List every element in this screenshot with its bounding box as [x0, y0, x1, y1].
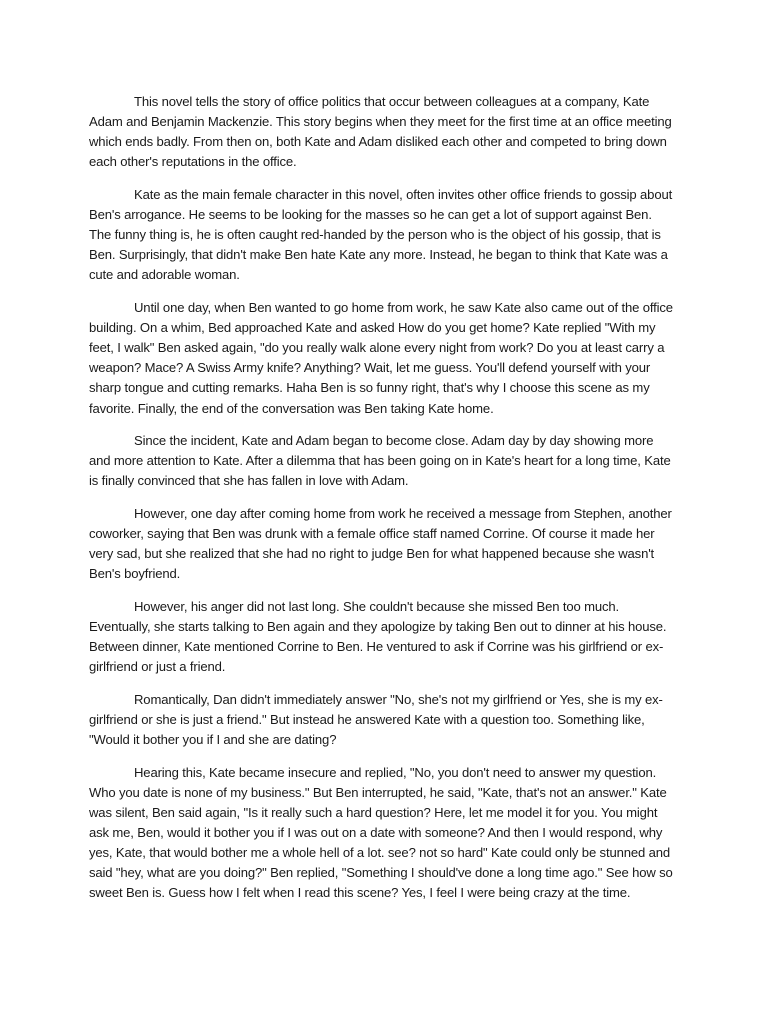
paragraph-5: However, one day after coming home from work he received a message from Stephen, another coworker, saying that Ben was drunk with a female office staff named Corrine. Of course it made her very sad, but she realized that she had no right to judge Ben for what happened because she wasn't Ben's boyfriend. [89, 506, 672, 582]
paragraph-1: This novel tells the story of office politics that occur between colleagues at a company, Kate Adam and Benjamin Mackenzie. This story begins when they meet for the first time at an office meeting which ends badly. From then on, both Kate and Adam disliked each other and competed to bring down each other's reputations in the office. [89, 94, 672, 170]
paragraph-4: Since the incident, Kate and Adam began to become close. Adam day by day showing more and more attention to Kate. After a dilemma that has been going on in Kate's heart for a long time, Kate is finally convinced that she has fallen in love with Adam. [89, 433, 671, 489]
paragraph-8: Hearing this, Kate became insecure and replied, "No, you don't need to answer my question. Who you date is none of my business." But Ben interrupted, he said, "Kate, that's not an answer." Kate was silent, Ben said again, "Is it really such a hard question? Here, let me model it for you. You might ask me, Ben, would it bother you if I was out on a date with someone? And then I would respond, why yes, Kate, that would bother me a whole hell of a lot. see? not so hard" Kate could only be stunned and said "hey, what are you doing?" Ben replied, "Something I should've done a long time ago." See how so sweet Ben is. Guess how I felt when I read this scene? Yes, I feel I were being crazy at the time. [89, 764, 673, 901]
paragraph-2: Kate as the main female character in this novel, often invites other office friends to gossip about Ben's arrogance. He seems to be looking for the masses so he can get a lot of support against Ben. The funny thing is, he is often caught red-handed by the person who is the object of his gossip, that is Ben. Surprisingly, that didn't make Ben hate Kate any more. Instead, he began to think that Kate was a cute and adorable woman. [89, 186, 673, 283]
document-body [89, 92, 677, 916]
paragraph-6: However, his anger did not last long. She couldn't because she missed Ben too much. Eventually, she starts talking to Ben again and they apologize by taking Ben out to dinner at his house. Between dinner, Kate mentioned Corrine to Ben. He ventured to ask if Corrine was his girlfriend or ex-girlfriend or just a friend. [89, 599, 667, 675]
paragraph-7: Romantically, Dan didn't immediately answer "No, she's not my girlfriend or Yes, she is my ex-girlfriend or she is just a friend." But instead he answered Kate with a question too. Something like, "Would it bother you if I and she are dating? [89, 692, 663, 748]
paragraph-3: Until one day, when Ben wanted to go home from work, he saw Kate also came out of the office building. On a whim, Bed approached Kate and asked How do you get home? Kate replied "With my feet, I walk" Ben asked again, "do you really walk alone every night from work? Do you at least carry a weapon? Mace? A Swiss Army knife? Anything? Wait, let me guess. You'll defend yourself with your sharp tongue and cutting remarks. Haha Ben is so funny right, that's why I choose this scene as my favorite. Finally, the end of the conversation was Ben taking Kate home. [89, 300, 673, 416]
